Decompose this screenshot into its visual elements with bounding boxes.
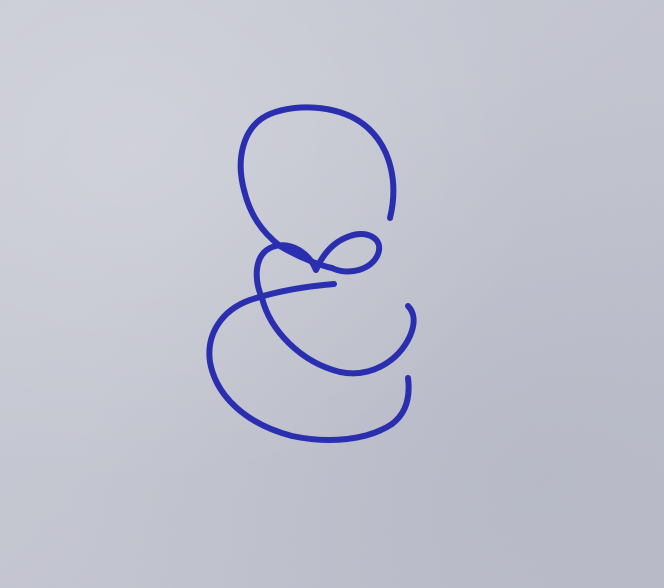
glyph-lower-curve [262, 298, 414, 373]
glyph-upper-loop [241, 107, 394, 268]
